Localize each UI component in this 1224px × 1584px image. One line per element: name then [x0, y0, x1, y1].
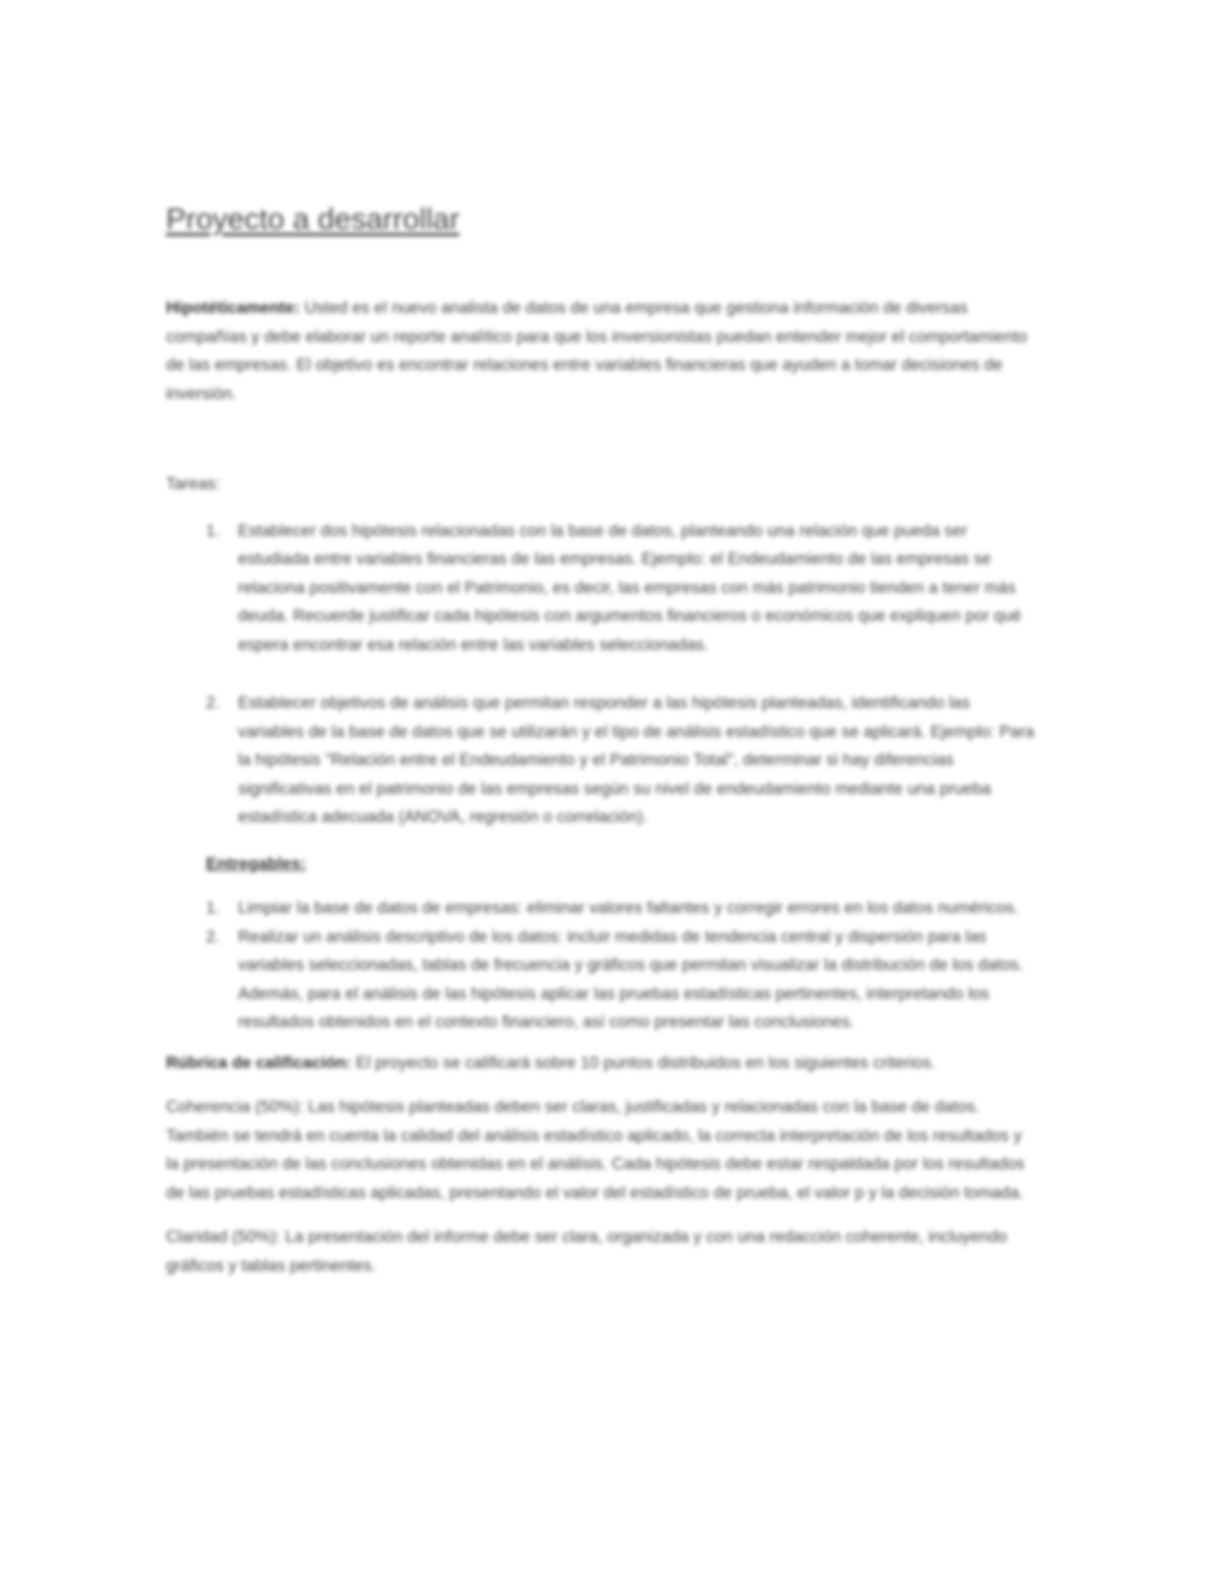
deliverable-text: Realizar un análisis descriptivo de los datos: incluir medidas de tendencia central y dispersión para las variables seleccionadas, tablas de frecuencia y gráficos que permitan visualizar la distribución de los datos. Además, para el análisis de las hipótesis aplicar las pruebas estadísticas pertinentes, interpretando los resultados obtenidos en el contexto financiero, así como presentar las conclusiones. — [238, 927, 1024, 1031]
intro-lead: Hipotéticamente: — [166, 299, 300, 317]
deliverable-item — [166, 923, 1038, 1037]
objectives-label: Tareas: — [166, 475, 221, 493]
objective-item — [166, 689, 1038, 832]
deliverables-label: Entregables: — [206, 854, 306, 873]
objective-item — [166, 517, 1038, 660]
objective-number: 1. — [206, 521, 220, 540]
criteria-paragraph — [166, 1049, 1038, 1078]
deliverable-item — [166, 894, 1038, 923]
intro-paragraph — [166, 294, 1038, 408]
objective-text: Establecer dos hipótesis relacionadas con la base de datos, planteando una relación que pueda ser estudiada entre variables financieras de las empresas. Ejemplo: el Endeudamiento de las empresas se relaciona positivamente con el Patrimonio, es decir, las empresas con más patrimonio tienden a tener más deuda. Recuerde justificar cada hipótesis con argumentos financieros o económicos que expliquen por qué espera encontrar esa relación entre las variables seleccionadas. — [238, 521, 1022, 654]
deliverable-text: Limpiar la base de datos de empresas: eliminar valores faltantes y corregir errores en los datos numéricos. — [238, 899, 1019, 917]
body-paragraph-1: Coherencia (50%): Las hipótesis planteadas deben ser claras, justificadas y relacionadas con la base de datos. También se tendrá en cuenta la calidad del análisis estadístico aplicado, la correcta interpretación de los resultados y la presentación de las conclusiones obtenidas en el análisis. Cada hipótesis debe estar respaldada por los resultados de las pruebas estadísticas aplicadas, presentando el valor del estadístico de prueba, el valor p y la decisión tomada. — [166, 1098, 1025, 1202]
objective-text: Establecer objetivos de análisis que permitan responder a las hipótesis planteadas, identificando las variables de la base de datos que se utilizarán y el tipo de análisis estadístico que se aplicará. Ejemplo: Para la hipótesis "Relación entre el Endeudamiento y el Patrimonio Total", determinar si hay diferencias significativas en el patrimonio de las empresas según su nivel de endeudamiento mediante una prueba estadística adecuada (ANOVA, regresión o correlación). — [238, 694, 1035, 826]
criteria-text: El proyecto se calificará sobre 10 puntos distribuidos en los siguientes criterios. — [351, 1053, 936, 1072]
criteria-lead: Rúbrica de calificación: — [166, 1053, 352, 1072]
objectives-list — [166, 517, 1038, 832]
body-paragraph-2: Claridad (50%): La presentación del informe debe ser clara, organizada y con una redacción coherente, incluyendo gráficos y tablas pertinentes. — [166, 1228, 1008, 1275]
document-title: Proyecto a desarrollar — [166, 203, 460, 236]
document-page — [166, 200, 1038, 1280]
intro-text: Usted es el nuevo analista de datos de una empresa que gestiona información de diversas compañías y debe elaborar un reporte analítico para que los inversionistas puedan entender mejor el comportamiento de las empresas. El objetivo es encontrar relaciones entre variables financieras que ayuden a tomar decisiones de inversión. — [166, 299, 1028, 403]
deliverable-number: 1. — [206, 899, 220, 917]
deliverable-number: 2. — [206, 927, 220, 946]
deliverables-list — [166, 894, 1038, 1037]
objective-number: 2. — [206, 694, 220, 712]
